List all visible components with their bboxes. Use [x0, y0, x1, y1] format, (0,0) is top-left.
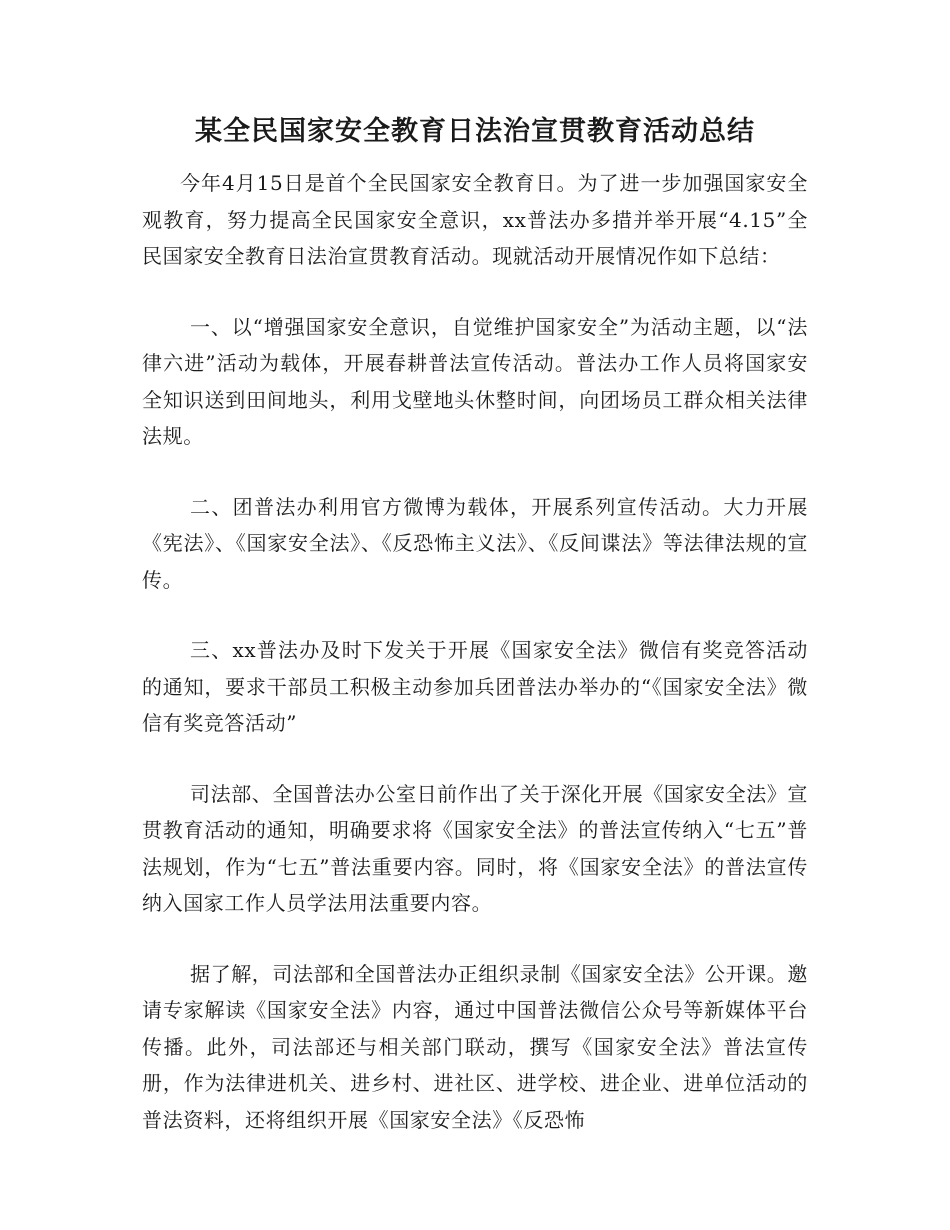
paragraph-open-course: 据了解，司法部和全国普法办正组织录制《国家安全法》公开课。邀请专家解读《国家安全法》内容，通过中国普法微信公众号等新媒体平台传播。此外，司法部还与相关部门联动，撰写《国家安全法》普法宣传册，作为法律进机关、进乡村、进社区、进学校、进企业、进单位活动的普法资料，还将组织开展《国家安全法》《反恐怖	[142, 961, 808, 1132]
paragraph-intro: 今年4月15日是首个全民国家安全教育日。为了进一步加强国家安全观教育，努力提高全民国家安全意识，xx普法办多措并举开展“4.15”全民国家安全教育日法治宣贯教育活动。现就活动开展情况作如下总结：	[142, 171, 808, 268]
document-title: 某全民国家安全教育日法治宣贯教育活动总结	[195, 116, 755, 147]
document-body	[142, 165, 808, 1172]
paragraph-ministry-notice: 司法部、全国普法办公室日前作出了关于深化开展《国家安全法》宣贯教育活动的通知，明确要求将《国家安全法》的普法宣传纳入“七五”普法规划，作为“七五”普法重要内容。同时，将《国家安全法》的普法宣传纳入国家工作人员学法用法重要内容。	[142, 781, 808, 915]
paragraph-item-1: 一、以“增强国家安全意识，自觉维护国家安全”为活动主题，以“法律六进”活动为载体，开展春耕普法宣传活动。普法办工作人员将国家安全知识送到田间地头，利用戈壁地头休整时间，向团场员工群众相关法律法规。	[142, 314, 808, 448]
paragraph-item-2: 二、团普法办利用官方微博为载体，开展系列宣传活动。大力开展《宪法》、《国家安全法》、《反恐怖主义法》、《反间谍法》等法律法规的宣传。	[142, 494, 808, 592]
paragraph-item-3: 三、xx普法办及时下发关于开展《国家安全法》微信有奖竞答活动的通知，要求干部员工积极主动参加兵团普法办举办的“《国家安全法》微信有奖竞答活动”	[142, 638, 808, 735]
